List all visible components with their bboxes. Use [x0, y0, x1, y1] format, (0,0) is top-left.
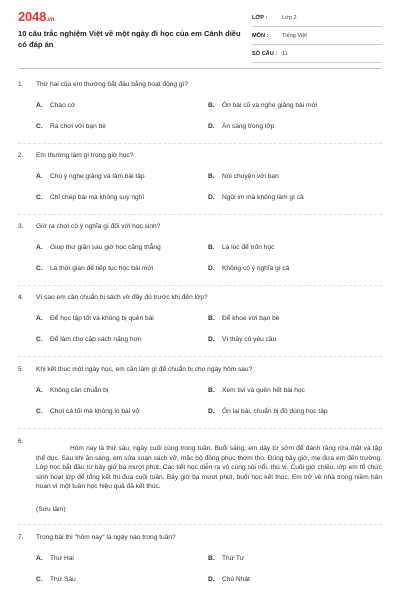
option-a[interactable]: A. Chào cờ — [36, 102, 76, 109]
question-4: 4. Vì sao em cần chuẩn bị sách vở đầy đủ trước khi đến lớp? A. Để học tập tốt và không bị quên bài B. Để khoe với bạn bè C. Để làm cho cặp sách nặng hơn D. Vì thầy cô yêu cầu — [18, 294, 382, 343]
option-b[interactable]: B. Là lúc để trốn học — [208, 244, 275, 251]
question-text: Giờ ra chơi có ý nghĩa gì đối với học sinh? — [36, 223, 161, 230]
option-d[interactable]: D. Chủ Nhật — [208, 576, 250, 583]
option-c[interactable]: C. Thứ Sáu — [36, 576, 76, 583]
document-meta — [252, 9, 382, 63]
document-header — [18, 0, 382, 69]
question-text: Khi kết thúc một ngày học, em cần làm gì để chuẩn bị cho ngày hôm sau? — [36, 366, 253, 373]
meta-question-count: SỐ CÂU : 11 — [252, 45, 382, 63]
passage-source: (Sưu tầm) — [36, 505, 66, 513]
option-b[interactable]: B. Nói chuyện với bạn — [208, 173, 279, 180]
question-text: Thứ hai của em thường bắt đầu bằng hoạt động gì? — [36, 81, 189, 88]
option-a[interactable]: A. Thứ Hai — [36, 555, 74, 562]
question-7: 7. Trong bài thì "hôm nay" là ngày nào trong tuần? A. Thứ Hai B. Thứ Tư C. Thứ Sáu D. Chủ Nhật — [18, 534, 382, 583]
question-2: 2. Em thường làm gì trong giờ học? A. Chú ý nghe giảng và làm bài tập B. Nói chuyện với bạn C. Chỉ chép bài mà không suy nghĩ D. Ngồi im mà không làm gì cả — [18, 152, 382, 201]
option-c[interactable]: C. Để làm cho cặp sách nặng hơn — [36, 336, 142, 343]
divider — [18, 356, 382, 357]
option-c[interactable]: C. Chơi cả tối mà không lo bài vở — [36, 408, 140, 415]
divider — [18, 428, 382, 429]
question-3: 3. Giờ ra chơi có ý nghĩa gì đối với học sinh? A. Giúp thư giãn sau giờ học căng thẳng B. Là lúc để trốn học C. Là thời gian để tiếp tục học bài mới D. Không có ý nghĩa gì cả — [18, 223, 382, 272]
meta-subject: MÔN : Tiếng Việt — [252, 27, 382, 45]
question-5: 5. Khi kết thúc một ngày học, em cần làm gì để chuẩn bị cho ngày hôm sau? A. Không cần chuẩn bị B. Xem tivi và quên hết bài học C. Chơi cả tối mà không lo bài vở D. Ôn lại bài, chuẩn bị đồ dùng học tập — [18, 366, 382, 415]
divider — [18, 143, 382, 144]
option-b[interactable]: B. Để khoe với bạn bè — [208, 315, 280, 322]
option-d[interactable]: D. Vì thầy cô yêu cầu — [208, 336, 277, 343]
option-c[interactable]: C. Ra chơi với bạn bè — [36, 123, 106, 130]
question-text: Em thường làm gì trong giờ học? — [36, 152, 134, 159]
option-b[interactable]: B. Thứ Tư — [208, 555, 245, 562]
question-text: Trong bài thì "hôm nay" là ngày nào trong tuần? — [36, 534, 176, 541]
option-b[interactable]: B. Ôn bài cũ và nghe giảng bài mới — [208, 102, 318, 109]
site-logo[interactable]: 2048.vn — [18, 9, 55, 24]
option-d[interactable]: D. Ôn lại bài, chuẩn bị đồ dùng học tập — [208, 408, 328, 415]
option-c[interactable]: C. Chỉ chép bài mà không suy nghĩ — [36, 194, 145, 201]
option-d[interactable]: D. Ngồi im mà không làm gì cả — [208, 194, 304, 201]
option-a[interactable]: A. Chú ý nghe giảng và làm bài tập — [36, 173, 145, 180]
document-title: 10 câu trắc nghiệm Việt về một ngày đi học của em Cánh diều có đáp án — [18, 29, 241, 49]
divider — [18, 214, 382, 215]
question-1: 1. Thứ hai của em thường bắt đầu bằng hoạt động gì? A. Chào cờ B. Ôn bài cũ và nghe giảng bài mới C. Ra chơi với bạn bè D. Ăn sáng trong lớp — [18, 81, 382, 130]
question-6-passage: 6. Hôm nay là thứ sáu, ngày cuối cùng trong tuần. Buổi sáng, em dậy từ sớm để đánh răng rửa mặt và tập thể dục. Sau khi ăn sáng, em sửa soạn sách vở, mặc bộ đồng phục thơm tho. Đúng bảy giờ, mẹ đưa em đến trường. Lớp học bắt đầu từ bảy giờ ba mươi phút. Các tiết học diễn ra vô cùng sôi nổi, thú vị. Cuối giờ chiều, lớp em tổ chức sinh hoạt lớp để tổng kết thi đua cuối tuần. Bảy giờ ba mươi phút, buổi học kết thúc. Em trở về nhà trong niềm hân hoan vì một tuần học hiệu quả đã kết thúc. (Sưu tầm) — [18, 438, 382, 513]
divider — [18, 285, 382, 286]
option-b[interactable]: B. Xem tivi và quên hết bài học — [208, 387, 305, 394]
reading-passage: Hôm nay là thứ sáu, ngày cuối cùng trong tuần. Buổi sáng, em dậy từ sớm để đánh răng rửa mặt và tập thể dục. Sau khi ăn sáng, em sửa soạn sách vở, mặc bộ đồng phục thơm tho. Đúng bảy giờ, mẹ đưa em đến trường. Lớp học bắt đầu từ bảy giờ ba mươi phút. Các tiết học diễn ra vô cùng sôi nổi, thú vị. Cuối giờ chiều, lớp em tổ chức sinh hoạt lớp để tổng kết thi đua cuối tuần. Bảy giờ ba mươi phút, buổi học kết thúc. Em trở về nhà trong niềm hân hoan vì một tuần học hiệu quả đã kết thúc. — [36, 445, 382, 491]
option-d[interactable]: D. Ăn sáng trong lớp — [208, 123, 275, 130]
option-c[interactable]: C. Là thời gian để tiếp tục học bài mới — [36, 265, 154, 272]
option-a[interactable]: A. Không cần chuẩn bị — [36, 387, 109, 394]
option-a[interactable]: A. Để học tập tốt và không bị quên bài — [36, 315, 154, 322]
option-d[interactable]: D. Không có ý nghĩa gì cả — [208, 265, 290, 272]
question-text: Vì sao em cần chuẩn bị sách vở đầy đủ trước khi đến lớp? — [36, 294, 208, 301]
meta-grade: LỚP : Lớp 2 — [252, 9, 382, 27]
divider — [18, 524, 382, 525]
option-a[interactable]: A. Giúp thư giãn sau giờ học căng thẳng — [36, 244, 161, 251]
